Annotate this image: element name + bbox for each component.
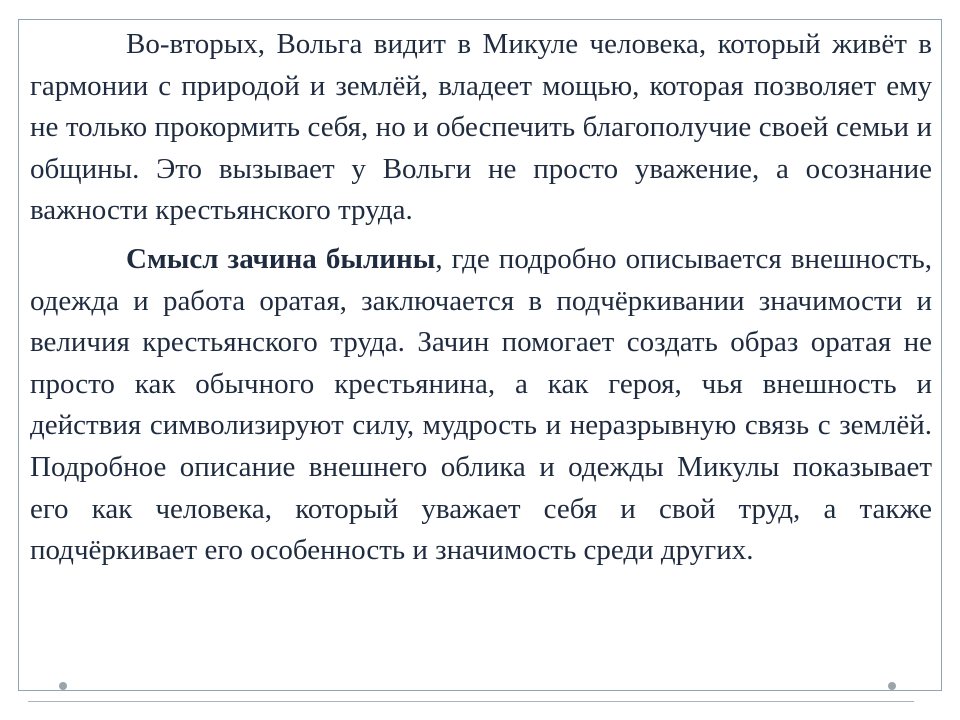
paragraph-2-text: , где подробно описывается внешность, одежда и работа оратая, заключается в подчёркивании значимости и величия крестьянского труда. Зачин помогает создать образ оратая не просто как обычного крестьянина, а как героя, чья внешность и действия символизируют силу, мудрость и неразрывную связь с землёй. Подробное описание внешнего облика и одежды Микулы показывает его как человека, который уважает себя и свой труд, а также подчёркивает его особенность и значимость среди других.: [30, 242, 932, 567]
paragraph-2-bold-lead: Смысл зачина былины: [126, 242, 436, 275]
paragraph-1: [30, 24, 932, 232]
paragraph-1-text: Во-вторых, Вольга видит в Микуле человека, который живёт в гармонии с природой и землёй, владеет мощью, которая позволяет ему не только прокормить себя, но и обеспечить благополучие своей семьи и общины. Это вызывает у Вольги не просто уважение, а осознание важности крестьянского труда.: [30, 28, 932, 227]
paragraph-2: [30, 239, 932, 572]
text-content: [30, 24, 932, 572]
bottom-divider: [28, 701, 914, 702]
bullet-dot-left: [59, 682, 67, 690]
bullet-dot-right: [888, 682, 896, 690]
